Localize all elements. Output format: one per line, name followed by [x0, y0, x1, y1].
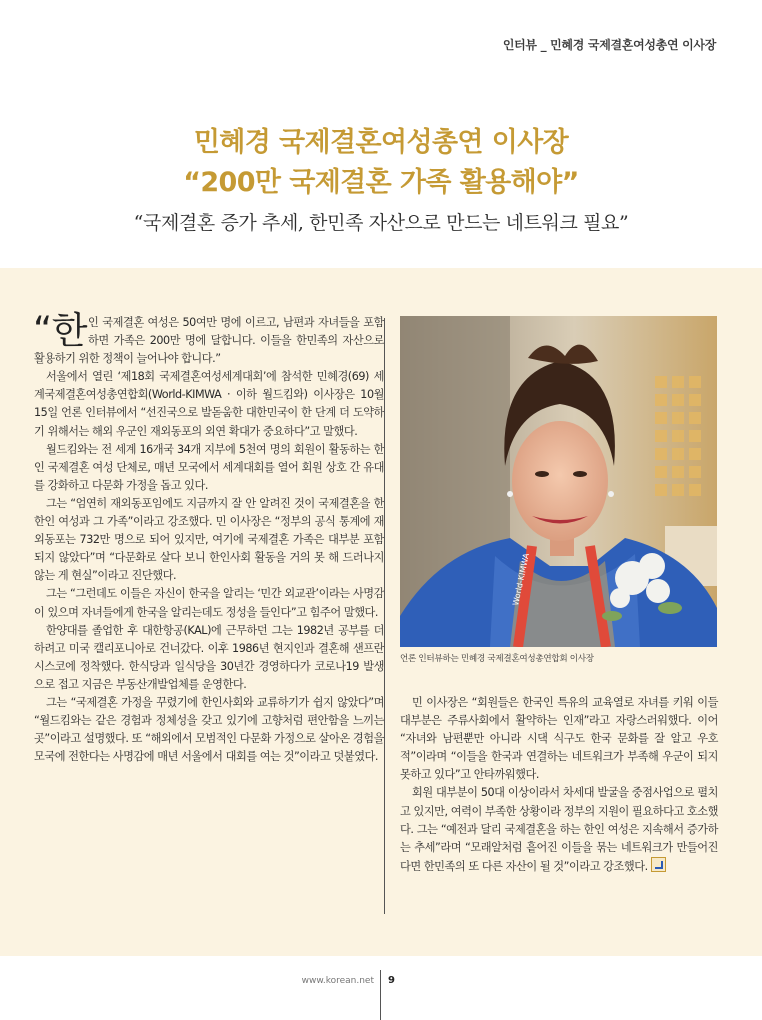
headline-line-2: “200만 국제결혼 가족 활용해야”: [183, 167, 579, 198]
paragraph-text: 회원 대부분이 50대 이상이라서 차세대 발굴을 중점사업으로 펼치고 있지만, 여력이 부족한 상황이라 정부의 지원이 필요하다고 호소했다. 그는 “예전과 달리 국제결혼을 하는 한인 여성은 지속해서 증가하는 추세”라며 “모래알처럼 흩어진 이들을 묶는 네트워크가 만들어진다면 한민족의 또 다른 자산이 될 것”이라고 강조했다.: [400, 786, 718, 873]
paragraph: 서울에서 열린 ‘제18회 국제결혼여성세계대회’에 참석한 민혜경(69) 세계국제결혼여성총연합회(World-KIMWA · 이하 월드킴와) 이사장은 10월 15일 언론 인터뷰에서 “선진국으로 발돋움한 대한민국이 한 단계 더 도약하기 위해서는 해외 우군인 재외동포의 외연 확대가 중요하다”고 말했다.: [34, 370, 384, 438]
paragraph: 그는 “그런데도 이들은 자신이 한국을 알리는 ‘민간 외교관’이라는 사명감이 있으며 자녀들에게 한국을 알리는데도 정성을 들인다”고 힘주어 말했다.: [34, 587, 384, 619]
footer-divider: [380, 970, 381, 1020]
paragraph: 월드킴와는 전 세계 16개국 34개 지부에 5천여 명의 회원이 활동하는 한인 국제결혼 여성 단체로, 매년 모국에서 세계대회를 열어 회원 상호 간 유대를 강화하고 다문화 가정을 돕고 있다.: [34, 442, 384, 492]
headline-line-1: 민혜경 국제결혼여성총연 이사장: [193, 127, 569, 158]
paragraph-last: [400, 784, 718, 875]
section-tag: 인터뷰 _ 민혜경 국제결혼여성총연 이사장: [502, 38, 716, 52]
paragraph: 그는 “국제결혼 가정을 꾸렸기에 한인사회와 교류하기가 쉽지 않았다”며 “월드킴와는 같은 경험과 정체성을 갖고 있기에 고향처럼 편안함을 느끼는 곳”이라고 설명했다. 또 “해외에서 모범적인 다문화 가정으로 살아온 경험을 모국에 전한다는 사명감에 매년 서울에서 대회를 여는 것”이라고 덧붙였다.: [34, 695, 384, 764]
portrait-illustration: [400, 316, 717, 647]
page-number: 9: [388, 975, 395, 986]
interview-photo: [400, 316, 717, 647]
paragraph-lead: [33, 309, 384, 368]
paragraph: 그는 “엄연히 재외동포임에도 지금까지 잘 안 알려진 것이 국제결혼을 한 한인 여성과 그 가족”이라고 강조했다. 민 이사장은 “정부의 공식 통계에 재외동포는 732만 명으로 되어 있지만, 여기에 국제결혼 가족은 대부분 포함되지 않았다”며 “다문화로 살다 보니 한인사회 활동을 거의 못 해 드러나지 않는 게 현실”이라고 진단했다.: [34, 496, 384, 583]
subtitle: “국제결혼 증가 추세, 한민족 자산으로 만드는 네트워크 필요”: [133, 212, 629, 234]
photo-caption: 언론 인터뷰하는 민혜경 국제결혼여성총연합회 이사장: [400, 654, 594, 664]
paragraph: 한양대를 졸업한 후 대한항공(KAL)에 근무하던 그는 1982년 공부를 더 하려고 미국 캘리포니아로 건너갔다. 이후 1986년 현지인과 결혼해 샌프란시스코에 정착했다. 한식당과 일식당을 30년간 경영하다가 코로나19 발생으로 접고 지금은 부동산개발업체를 운영한다.: [34, 623, 384, 691]
footer-url: www.korean.net: [301, 976, 374, 986]
paragraph: 민 이사장은 “회원들은 한국인 특유의 교육열로 자녀를 키워 이들 대부분은 주류사회에서 활약하는 인재”라고 자랑스러워했다. 이어 “자녀와 남편뿐만 아니라 시댁 식구도 한국 문화를 잘 알고 우호적”이라며 “이들을 한국과 연결하는 네트워크가 부족해 우군이 되지 못하고 있다”고 안타까워했다.: [400, 696, 718, 782]
column-divider: [384, 318, 385, 914]
drop-cap: “한: [33, 309, 88, 352]
article-end-icon: [651, 857, 666, 872]
article-left-column: [33, 309, 384, 766]
article-right-column: [400, 694, 718, 876]
lanyard-text: World-KIMWA: [511, 552, 532, 607]
paragraph-text: 인 국제결혼 여성은 50여만 명에 이르고, 남편과 자녀들을 포함하면 가족은 200만 명에 달합니다. 이들을 한민족의 자산으로 활용하기 위한 정책이 늘어나야 합니다.”: [34, 316, 384, 366]
